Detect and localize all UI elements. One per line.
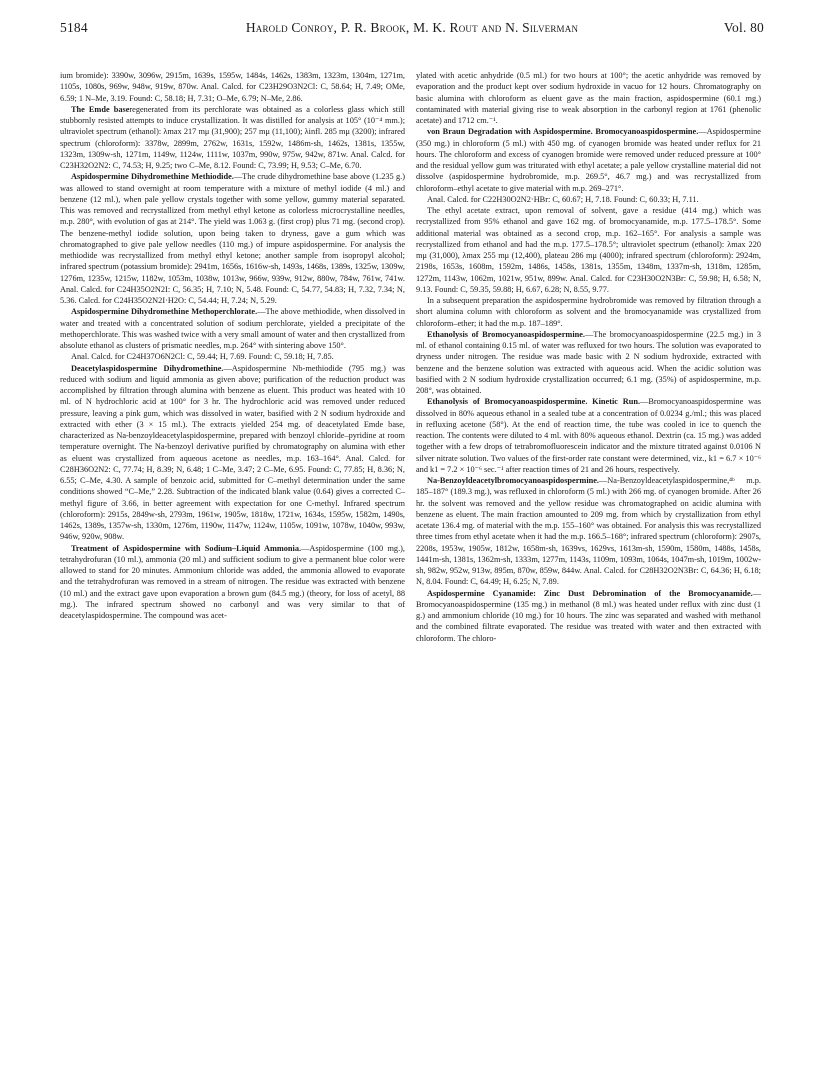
paragraph-text: In a subsequent preparation the aspidospermine hydrobromide was removed by filtration through a short alumina column with chloroform as solvent and the bromocyanamide was crystallized from chloroform–ether; it had the m.p. 187–189°. [416, 296, 761, 328]
paragraph [60, 363, 405, 543]
page-number: 5184 [60, 20, 88, 35]
paragraph [60, 171, 405, 306]
paragraph-text: —Aspidospermine Nb-methiodide (795 mg.) was reduced with sodium and liquid ammonia as given above; purification of the reduction product was accomplished by filtration through alumina with benzene as eluent. This product was heated with 10 ml. of N hydrochloric acid at 100° for 3 hr. The hydrochloric acid was removed under reduced pressure, leaving a pink gum, which was dissolved in water, basified with 2 N sodium hydroxide and extracted with ether (3 × 15 ml.). The extracts yielded 254 mg. of deacetylated Emde base, characterized as Na-benzoyldeacetylaspidospermine, prepared with benzoyl chloride–pyridine at room temperature overnight. The Na-benzoyl derivative purified by chromatography on alumina with ether as eluent was crystallized from aqueous acetone as needles, m.p. 163–164°. Anal. Calcd. for C28H36O2N2: C, 77.74; H, 8.39; N, 6.48; 1 C–Me, 3.47; 2 C–Me, 6.95. Found: C, 77.85; H, 8.36; N, 6.55; C–Me, 4.30. A sample of benzoic acid, submitted for C–methyl determination under the same conditions showed “C–Me,” 2.28. Subtraction of the indicated blank value (0.64) gives a corrected C–methyl figure of 3.66, in better agreement with expectation for one C-methyl. Infrared spectrum (chloroform): 2915s, 2849w-sh, 2793m, 1961w, 1905w, 1818w, 1721w, 1634s, 1595w, 1582m, 1490s, 1462s, 1389s, 1357w-sh, 1330m, 1276m, 1190w, 1147w, 1124w, 1105w, 1091w, 1078w, 1040w, 993w, 946w, 920w, 908w. [60, 363, 406, 542]
paragraph-text: —The above methiodide, when dissolved in water and treated with a concentrated solution of sodium perchlorate, yielded a precipitate of the methoperchlorate. This was washed twice with a very small amount of water and then crystallized from absolute ethanol as clusters of prismatic needles, m.p. 264° with sintering above 150°. [60, 307, 405, 350]
paragraph [416, 588, 761, 644]
paragraph [416, 396, 761, 475]
paragraph-title: Aspidospermine Cyanamide: Zinc Dust Debromination of the Bromocyanamide. [427, 588, 753, 598]
volume-label: Vol. 80 [723, 20, 764, 35]
paragraph [60, 104, 405, 172]
paragraph [60, 543, 405, 622]
paragraph-text: —Bromocyanoaspidospermine was dissolved in 80% aqueous ethanol in a sealed tube at a concentration of 0.0234 g./ml.; this was placed in refluxing acetone (58°). At the end of reaction time, the tube was cooled in ice to quench the reaction. The contents were diluted to 4 ml. with 80% aqueous ethanol. Dextrin (ca. 15 mg.) was added together with a few drops of tetrabromofluorescein indicator and the mixture titrated against 0.0106 N silver nitrate solution. Two values of the first-order rate constant were determined, viz., k1 = 6.7 × 10⁻⁶ and k1 = 7.2 × 10⁻⁶ sec.⁻¹ after reaction times of 21 and 26 hours, respectively. [416, 397, 761, 474]
paragraph-text: —The bromocyanoaspidospermine (22.5 mg.) in 3 ml. of ethanol containing 0.15 ml. of water was refluxed for two hours. The solution was evaporated to dryness under nitrogen. The residue was made basic with 2 N sodium hydroxide, extracted with benzene and the benzene solution was extracted with aqueous acid. When the acidic solution was basified with 2 N sodium hydroxide crystallization occurred; 6.1 mg. (35%) of aspidospermine, m.p. 208°, was obtained. [416, 329, 761, 395]
paragraph-title: Aspidospermine Dihydromethine Methiodide. [71, 172, 234, 182]
paragraph-text: —The crude dihydromethine base above (1.235 g.) was allowed to stand overnight at room temperature with a mixture of methyl iodide (4 ml.) and benzene (12 ml.), when pale yellow crystals together with some yellow, gummy material separated. This was removed and recrystallized from methyl ethyl ketone as colorless microcrystalline needles, m.p. 280°, with evolution of gas at 214°. The yield was 1.063 g. (first crop) plus 71 mg. (second crop). The benzene-methyl iodide solution, upon being taken to dryness, gave a gum which was chromatographed to give pale yellow needles (110 mg.) of impure aspidospermine. For analysis the methiodide was recrystallized from methyl ethyl ketone; another sample from isopropyl alcohol; infrared spectrum (potassium bromide): 2941m, 1656s, 1616w-sh, 1493s, 1468s, 1389s, 1325w, 1309w, 1276m, 1235w, 1215w, 1182w, 1053m, 1038w, 1013w, 966w, 939w, 912w, 880w, 784w, 761w, 741w. Anal. Calcd. for C24H35O2N2I: C, 56.35; H, 7.10; N, 5.48. Found: C, 54.77, 54.83; H, 7.32, 7.34; N, 5.36. Calcd. for C24H35O2N2I·H2O: C, 54.44; H, 7.24; N, 5.29. [60, 172, 405, 305]
paragraph-text: —Aspidospermine (100 mg.), tetrahydrofuran (10 ml.), ammonia (20 ml.) and sufficient sodium to give a permanent blue color were allowed to stand for 20 minutes. Ammonium chloride was added, the ammonia allowed to evaporate and the tetrahydrofuran was removed in a stream of nitrogen. The residue was extracted with benzene (10 ml.) and the extract gave upon evaporation a brown gum (84.5 mg.) (theory, for loss of acetyl, 88 mg.). The infrared spectrum showed no carbonyl and was very similar to that of deacetylaspidospermine. The compound was acet- [60, 543, 405, 620]
paragraph-title: Ethanolysis of Bromocyanoaspidospermine. [427, 329, 585, 339]
paragraph [416, 475, 761, 588]
paragraph [416, 126, 761, 194]
paragraph [416, 329, 761, 397]
paragraph-title: von Braun Degradation with Aspidospermine. Bromocyanoaspidospermine. [427, 127, 699, 137]
paragraph-text: —Aspidospermine (350 mg.) in chloroform (5 ml.) with 450 mg. of cyanogen bromide was heated under reflux for 21 hours. The chloroform and excess of cyanogen bromide were removed under reduced pressure at 100° and the residual yellow gum was triturated with ethyl acetate; a pale yellow crystalline material did not dissolve (aspidospermine hydrobromide, m.p. 269.5°, 46.7 mg.) and was recrystallized from chloroform–ethyl acetate to give material with m.p. 269–271°. [416, 127, 761, 193]
paragraph-text: ylated with acetic anhydride (0.5 ml.) for two hours at 100°; the acetic anhydride was removed by evaporation and the product kept over sodium hydroxide in vacuo for 12 hours. Chromatography on basic alumina with chloroform as eluent gave as the main fraction, aspidospermine (60.1 mg.) contaminated with material giving rise to weak absorption in the carbonyl region at 1761 (phenolic acetate) and 1712 cm.⁻¹. [416, 71, 761, 125]
paragraph [60, 351, 405, 362]
paragraph-text: Anal. Calcd. for C24H37O6N2Cl: C, 59.44; H, 7.69. Found: C, 59.18; H, 7.85. [71, 352, 334, 362]
paragraph-text: Anal. Calcd. for C22H30O2N2·HBr: C, 60.67; H, 7.18. Found: C, 60.33; H, 7.11. [427, 194, 699, 204]
paragraph-title: Deacetylaspidospermine Dihydromethine. [71, 363, 224, 373]
paragraph-text: regenerated from its perchlorate was obtained as a colorless glass which still stubbornly resisted attempts to induce crystallization. It was distilled for analysis at 105° (10⁻⁴ mm.); ultraviolet spectrum (ethanol): λmax 217 mμ (31,900); 257 mμ (11,100); λinfl. 285 mμ (3200); infrared spectrum (chloroform): 3378w, 2899m, 2762w, 1631s, 1592w, 1486m-sh, 1462s, 1381s, 1355w, 1323m, 1309w-sh, 1271m, 1149w, 1124w, 1111w, 1037m, 990w, 975w, 942w, 871w. Anal. Calcd. for C23H32O2N2: C, 74.53; H, 9.25; two C–Me, 8.12. Found: C, 73.99; H, 9.53; C–Me, 6.70. [60, 104, 405, 170]
paragraph [416, 70, 761, 126]
paragraph-text: —Bromocyanoaspidospermine (135 mg.) in methanol (8 ml.) was heated under reflux with zinc dust (1 g.) and ammonium chloride (10 mg.) for 10 hours. The zinc was separated and washed with methanol and the combined filtrate evaporated. The residue was treated with water and then extracted with chloroform. The chloro- [416, 588, 761, 643]
paragraph-title: Na-Benzoyldeacetylbromocyanoaspidospermine. [427, 476, 599, 485]
paragraph [416, 205, 761, 295]
paragraph-text: The ethyl acetate extract, upon removal of solvent, gave a residue (414 mg.) which was recrystallized from 95% ethanol and gave 162 mg. of bromocyanamide, m.p. 177.5–178.5°. Some additional material was obtained as a second crop, m.p. 162–165°. For analysis a sample was recrystallized from ethanol and had the m.p. 177.5–178.5°; ultraviolet spectrum (ethanol): λmax 220 mμ (31,000), λmax 255 mμ (12,400), plateau 286 mμ (4000); infrared spectrum (chloroform): 2924m, 2198s, 1653s, 1608m, 1592m, 1486s, 1458s, 1381s, 1355m, 1348m, 1337m-sh, 1318m, 1285m, 1272m, 1143w, 1062m, 1021w, 951w, 899w. Anal. Calcd. for C23H30O2N3Br: C, 59.98; H, 6.58; N, 9.13. Found: C, 59.35, 59.88; H, 6.67, 6.28; N, 8.55, 9.77. [416, 206, 761, 294]
paragraph-title: The Emde base [71, 104, 130, 114]
left-column [60, 70, 405, 621]
paragraph-title: Aspidospermine Dihydromethine Methoperchlorate. [71, 307, 258, 317]
right-column [416, 70, 761, 644]
paragraph-text: ium bromide): 3390w, 3096w, 2915m, 1639s, 1595w, 1484s, 1462s, 1383m, 1323m, 1304m, 1271m, 1105s, 1080s, 969w, 948w, 919w, 870w. Anal. Calcd. for C23H29O3N2Cl: C, 58.64; H, 7.49; OMe, 6.59; 1 N–Me, 3.19. Found: C, 58.18; H, 7.31; O–Me, 6.79; N–Me, 2.86. [60, 71, 405, 103]
paragraph-title: Ethanolysis of Bromocyanoaspidospermine. Kinetic Run. [427, 397, 641, 407]
author-line: Harold Conroy, P. R. Brook, M. K. Rout and N. Silverman [245, 20, 579, 35]
paragraph [60, 70, 405, 104]
running-header [60, 20, 764, 40]
paragraph-title: Treatment of Aspidospermine with Sodium–Liquid Ammonia. [71, 543, 302, 553]
paragraph [416, 295, 761, 329]
paragraph-text: —Na-Benzoyldeacetylaspidospermine,⁴ᵇ m.p. 185–187° (189.3 mg.), was refluxed in chloroform (5 ml.) with 266 mg. of cyanogen bromide. After 26 hr. the solvent was removed and the yellow residue was chromatographed on acidic alumina with benzene as eluent. The main fraction amounted to 209 mg. from which by crystallization from ethyl acetate 136.4 mg. of material with the m.p. 155–160° was obtained. For analysis this was recrystallized three times from ethyl acetate when it had the m.p. 166.5–168°; infrared spectrum (chloroform): 2907s, 2208s, 1953w, 1905w, 1812w, 1658m-sh, 1639vs, 1629vs, 1613m-sh, 1590m, 1580m, 1488s, 1458s, 1441m-sh, 1381s, 1362m-sh, 1333m, 1277m, 1143s, 1109m, 1093m, 1064s, 1047m-sh, 1019m, 1002w-sh, 982w, 952w, 913w, 895m, 870w, 859w, 844w. Anal. Calcd. for C28H32O2N3Br: C, 64.36; H, 6.18; N, 8.04. Found: C, 64.49; H, 6.25; N, 7.89. [416, 476, 761, 587]
paragraph [416, 194, 761, 205]
paragraph [60, 306, 405, 351]
